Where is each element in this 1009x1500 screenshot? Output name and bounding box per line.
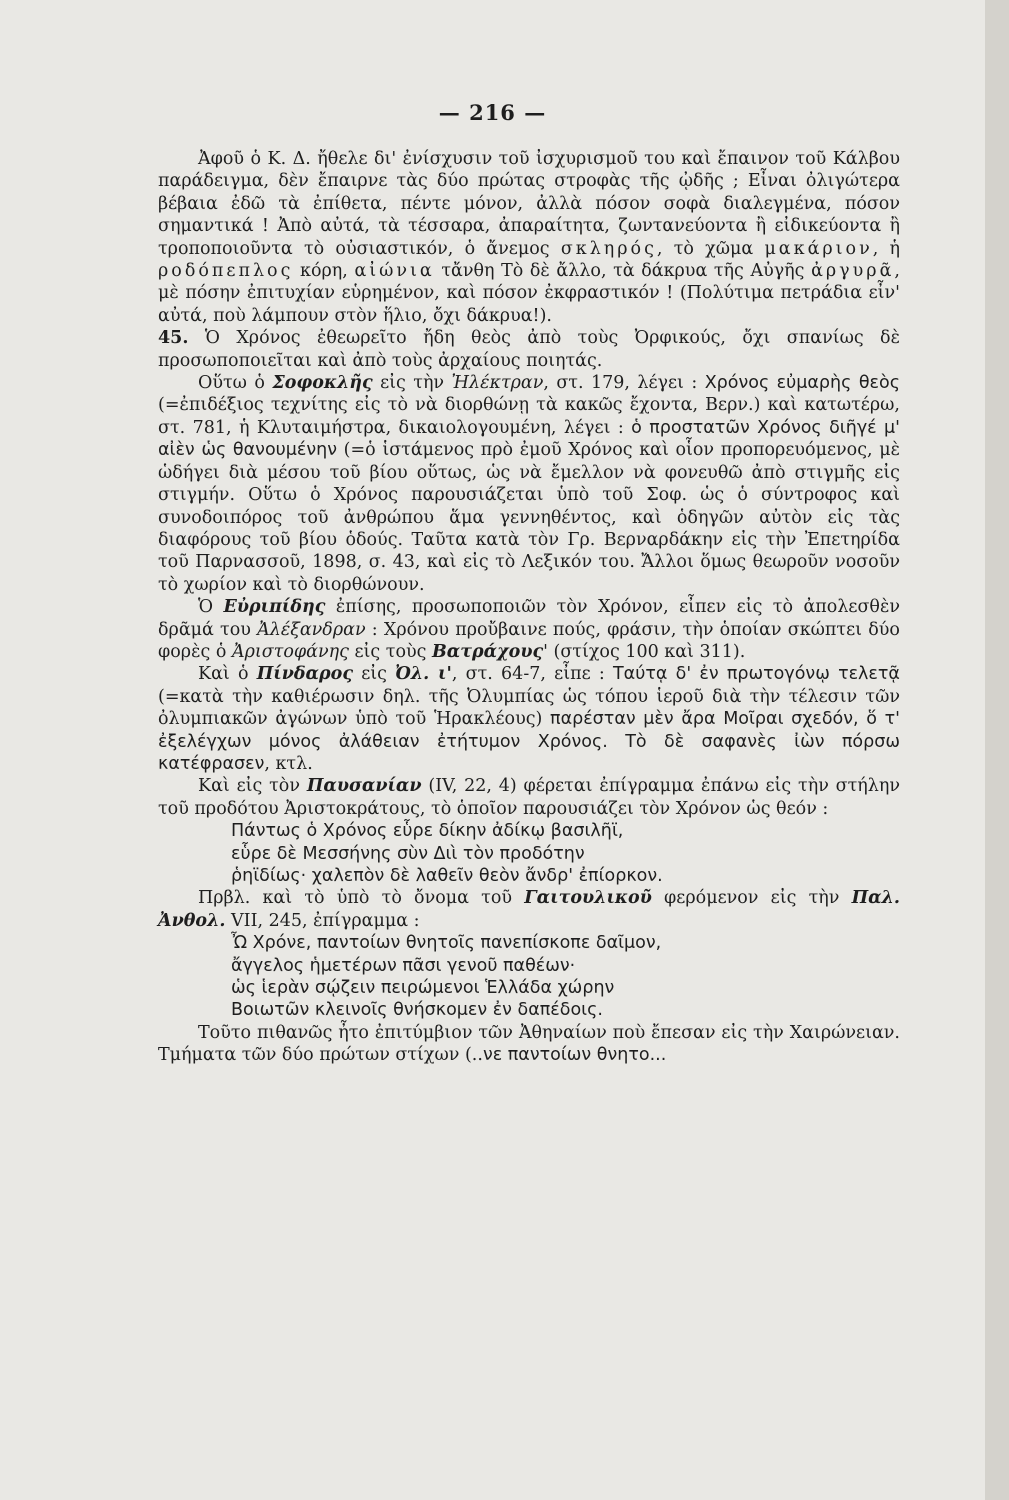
verse-line: Βοιωτῶν κλεινοῖς θνήσκομεν ἐν δαπέδοις. xyxy=(231,1000,603,1021)
epigram-1 xyxy=(158,820,900,887)
page-number: — 216 — xyxy=(438,100,547,125)
verse-line: εὗρε δὲ Μεσσήνης σὺν Διὶ τὸν προδότην xyxy=(231,843,585,864)
paragraph-chaeronea: Τοῦτο πιθανῶς ἦτο ἐπιτύμβιον τῶν Ἀθηναίων ποὺ ἔπεσαν εἰς τὴν Χαιρώνειαν. Τμήματα τῶν δύο πρώτων στίχων (..νε παντοίων θνητο... xyxy=(158,1022,900,1066)
verse-line: ῥηϊδίως· χαλεπὸν δὲ λαθεῖν θεὸν ἄνδρ' ἐπίορκον. xyxy=(231,866,663,886)
paragraph-euripides: Ὁ Εὐριπίδης ἐπίσης, προσωποποιῶν τὸν Χρόνον, εἶπεν εἰς τὸ ἀπολεσθὲν δρᾶμά του Ἀλέξανδραν : Χρόνου προὔβαινε πούς, φράσιν, τὴν ὁποίαν σκώπτει δύο φορὲς ὁ Ἀριστοφάνης εἰς τοὺς Βατράχους' (στίχος 100 καὶ 311). xyxy=(158,597,900,662)
paragraph-45: 45. Ὁ Χρόνος ἐθεωρεῖτο ἤδη θεὸς ἀπὸ τοὺς Ὀρφικούς, ὄχι σπανίως δὲ προσωποποιεῖται καὶ ἀπὸ τοὺς ἀρχαίους ποιητάς. xyxy=(158,328,900,371)
verse-line: ὡς ἱερὰν σῴζειν πειρώμενοι Ἑλλάδα χώρην xyxy=(231,978,615,999)
epigram-2 xyxy=(158,932,900,1022)
page-body xyxy=(158,148,900,1067)
paragraph-pindar: Καὶ ὁ Πίνδαρος εἰς Ὀλ. ι', στ. 64-7, εἶπε : Ταύτᾳ δ' ἐν πρωτογόνῳ τελετᾷ (=κατὰ τὴν καθιέρωσιν δηλ. τῆς Ὀλυμπίας ὡς τόπου ἱεροῦ διὰ τὴν τέλεσιν τῶν ὀλυμπιακῶν ἀγώνων ὑπὸ τοῦ Ἡρακλέους) παρέσταν μὲν ἄρα Μοῖραι σχεδόν, ὅ τ' ἐξελέγχων μόνος ἀλάθειαν ἐτήτυμον Χρόνος. Τὸ δὲ σαφανὲς ἰὼν πόρσω κατέφρασεν, κτλ. xyxy=(158,664,900,774)
paragraph-pausanias: Καὶ εἰς τὸν Παυσανίαν (IV, 22, 4) φέρεται ἐπίγραμμα ἐπάνω εἰς τὴν στήλην τοῦ προδότου Ἀριστοκράτους, τὸ ὁποῖον παρουσιάζει τὸν Χρόνον ὡς θεόν : xyxy=(158,776,900,819)
verse-line: Πάντως ὁ Χρόνος εὗρε δίκην ἀδίκῳ βασιλῆϊ, xyxy=(231,821,624,842)
paragraph-sophocles: Οὕτω ὁ Σοφοκλῆς εἰς τὴν Ἠλέκτραν, στ. 179, λέγει : Χρόνος εὐμαρὴς θεὸς (=ἐπιδέξιος τεχνίτης εἰς τὸ νὰ διορθώνῃ τὰ κακῶς ἔχοντα, Βερν.) καὶ κατωτέρω, στ. 781, ἡ Κλυταιμήστρα, δικαιολογουμένη, λέγει : ὁ προστατῶν Χρόνος διῆγέ μ' αἰὲν ὡς θανουμένην (=ὁ ἱστάμενος πρὸ ἐμοῦ Χρόνος καὶ οἷον προπορευόμενος, μὲ ὡδήγει διὰ μέσου τοῦ βίου οὕτως, ὡς νὰ ἔμελλον νὰ φονευθῶ ἀπὸ στιγμῆς εἰς στιγμήν. Οὕτω ὁ Χρόνος παρουσιάζεται ὑπὸ τοῦ Σοφ. ὡς ὁ σύντροφος καὶ συνοδοιπόρος τοῦ ἀνθρώπου ἅμα γεννηθέντος, καὶ ὁδηγῶν αὐτὸν εἰς τὰς διαφόρους τοῦ βίου ὁδούς. Ταῦτα κατὰ τὸν Γρ. Βερναρδάκην εἰς τὴν Ἐπετηρίδα τοῦ Παρνασσοῦ, 1898, σ. 43, καὶ εἰς τὸ Λεξικόν του. Ἄλλοι ὅμως θεωροῦν νοσοῦν τὸ χωρίον καὶ τὸ διορθώνουν. xyxy=(158,373,900,595)
verse-line: ἄγγελος ἡμετέρων πᾶσι γενοῦ παθέων· xyxy=(231,955,576,976)
page-edge xyxy=(985,0,1009,1500)
paragraph-gaetulicus: Πρβλ. καὶ τὸ ὑπὸ τὸ ὄνομα τοῦ Γαιτουλικοῦ φερόμενον εἰς τὴν Παλ. Ἀνθολ. VII, 245, ἐπίγραμμα : xyxy=(158,888,900,931)
note-number: 45. xyxy=(158,328,189,349)
verse-line: Ὦ Χρόνε, παντοίων θνητοῖς πανεπίσκοπε δαῖμον, xyxy=(231,933,662,954)
paragraph-1: Ἀφοῦ ὁ Κ. Δ. ἤθελε δι' ἐνίσχυσιν τοῦ ἰσχυρισμοῦ του καὶ ἔπαινον τοῦ Κάλβου παράδειγμα, δὲν ἔπαιρνε τὰς δύο πρώτας στροφὰς τῆς ᾠδῆς ; Εἶναι ὀλιγώτερα βέβαια ἐδῶ τὰ ἐπίθετα, πέντε μόνον, ἀλλὰ πόσον σοφὰ διαλεγμένα, πόσον σημαντικά ! Ἀπὸ αὐτά, τὰ τέσσαρα, ἀπαραίτητα, ζωντανεύοντα ἢ εἰδικεύοντα ἢ τροποποιοῦντα τὸ οὐσιαστικόν, ὁ ἄνεμος σκληρός, τὸ χῶμα μακάριον, ἡ ροδόπεπλος κόρη, αἰώνια τἄνθη Τὸ δὲ ἄλλο, τὰ δάκρυα τῆς Αὐγῆς ἀργυρᾶ, μὲ πόσην ἐπιτυχίαν εὑρημένον, καὶ πόσον ἐκφραστικόν ! (Πολύτιμα πετράδια εἶν' αὐτά, ποὺ λάμπουν στὸν ἥλιο, ὄχι δάκρυα!). xyxy=(158,149,900,326)
